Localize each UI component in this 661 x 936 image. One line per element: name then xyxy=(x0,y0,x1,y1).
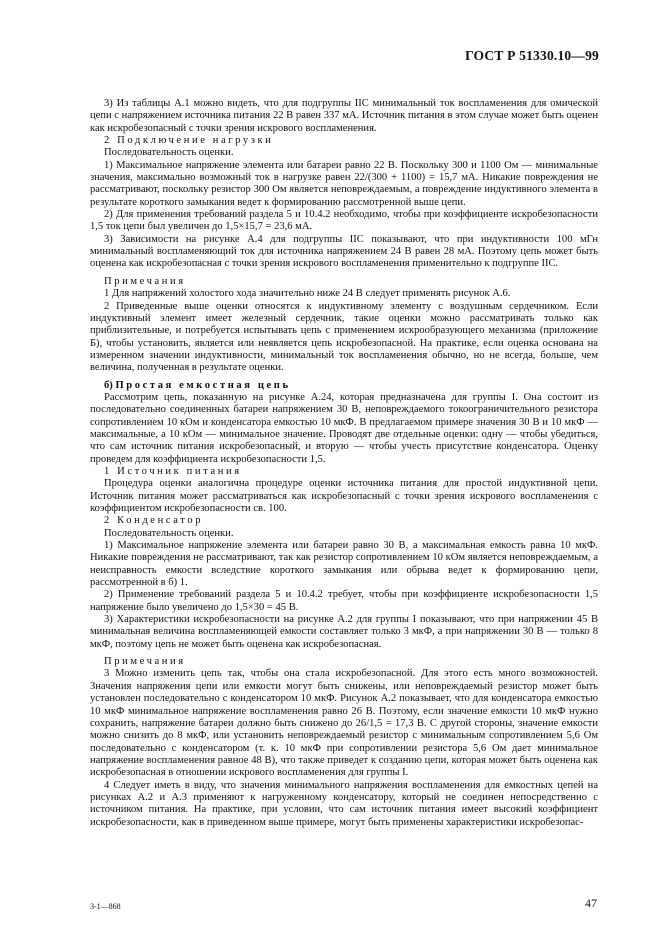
notes-heading: Примечания xyxy=(104,656,186,668)
paragraph: 1) Максимальное напряжение элемента или батареи равно 22 В. Поскольку 300 и 1100 Ом — минимальные значения, максимально возможный ток в нагрузке равен 22/(300 + 1100) = 15,7 мА. Никакие повреждения не рассматривают, поскольку резистор 300 Ом является неповреждаемым, а повреждение индуктивного элемента в результате короткого замыкания ведет к формированию рассмотренной выше цепи. xyxy=(90,159,598,208)
subsection-heading: 2 Конденсатор xyxy=(104,515,204,527)
section-heading xyxy=(90,380,598,392)
paragraph: Процедура оценки аналогична процедуре оценки источника питания для простой индуктивной цепи. Источник питания может рассматриваться как искробезопасный с точки зрения искрового воспламенения с коэффициентом искробезопасности св. 100. xyxy=(90,478,598,514)
paragraph: Рассмотрим цепь, показанную на рисунке А.24, которая предназначена для группы I. Она состоит из последовательно соединенных батареи напряжением 30 В, неповреждаемого токоограничительного резистора сопротивлением 10 кОм и конденсатора емкостью 10 мкФ. В предлагаемом примере значения 30 В и 10 мкФ — максимальные, а 10 кОм — минимальное значение. Проводят две отдельные оценки: одну — чтобы убедиться, что сам источник питания искробезопасный, и вторую — чтобы учесть присутствие конденсатора. Оценку проведем для коэффициента искробезопасности 1,5. xyxy=(90,391,598,465)
paragraph: 2) Применение требований раздела 5 и 10.4.2 требует, чтобы при коэффициенте искробезопасности 1,5 напряжение было увеличено до 1,5×30 = 45 В. xyxy=(90,589,598,613)
print-code: 3-1—868 xyxy=(90,902,121,911)
paragraph: 1) Максимальное напряжение элемента или батареи равно 30 В, а максимальная емкость равна 10 мкФ. Никакие повреждения не рассматривают, так как резистор сопротивлением 10 кОм является неповреждаемым, а неисправность емкости вследствие короткого замыкания или обрыва ведет к формированию цепи, рассмотренной в б) 1. xyxy=(90,540,598,589)
paragraph: Последовательность оценки. xyxy=(104,527,234,539)
section-title: Простая емкостная цепь xyxy=(115,379,291,391)
note: 2 Приведенные выше оценки относятся к индуктивному элементу с воздушным сердечником. Если индуктивный элемент имеет железный сердечник, такие оценки можно рассматривать только как приблизительные, и потребуется испытывать цепь с применением искрообразующего механизма (приложение Б), чтобы установить, является или неявляется цепь искробезопасной. На практике, если оценка основана на измеренном значении индуктивности, минимальный ток воспламенения обычно, но не всегда, больше, чем величина, полученная в результате оценки. xyxy=(90,300,598,374)
section-number: б) xyxy=(104,379,113,391)
subsection-heading: 1 Источник питания xyxy=(104,465,242,477)
page-number: 47 xyxy=(585,896,597,910)
body-text xyxy=(90,98,598,829)
note: 3 Можно изменить цепь так, чтобы она стала искробезопасной. Для этого есть много возможностей. Значения напряжения цепи или емкости могут быть снижены, или неповреждаемый резистор может быть установлен последовательно с конденсатором 10 мкФ. Рисунок А.2 показывает, что для конденсатора емкостью 10 мкФ минимальное напряжение воспламенения равно 26 В. Поэтому, если значение емкости 10 мкФ нужно сохранить, напряжение батареи должно быть снижено до 26/1,5 = 17,3 В. С другой стороны, значение емкости можно снизить до 8 мкФ, или установить неповреждаемый резистор с минимальным сопротивлением 5,6 Ом последовательно с конденсатором (т. к. 10 мкФ при сопротивлении резистора 5,6 Ом дает минимальное напряжение воспламенения равное 48 В), что также приведет к созданию цепи, которая может быть оценена как искробезопасная в отношении искрового воспламенения для группы I. xyxy=(90,668,598,779)
paragraph: 2) Для применения требований раздела 5 и 10.4.2 необходимо, чтобы при коэффициенте искробезопасности 1,5 ток цепи был увеличен до 1,5×15,7 = 23,6 мА. xyxy=(90,209,598,233)
paragraph: 3) Из таблицы А.1 можно видеть, что для подгруппы IIС минимальный ток воспламенения для омической цепи с напряжением источника питания 22 В равен 337 мА. Источник питания в этом случае может быть оценен как искробезопасный с точки зрения искрового воспламенения. xyxy=(90,98,598,134)
paragraph: 3) Характеристики искробезопасности на рисунке А.2 для группы I показывают, что при напряжении 45 В минимальная величина воспламеняющей емкости составляет только 3 мкФ, а при напряжении 30 В — только 8 мкФ, поэтому цепь не может быть оценена как искробезопасная. xyxy=(90,614,598,650)
subsection-heading: 2 Подключение нагрузки xyxy=(104,135,274,147)
notes-heading: Примечания xyxy=(104,275,186,287)
paragraph: Последовательность оценки. xyxy=(104,147,234,159)
note: 1 Для напряжений холостого хода значительно ниже 24 В следует применять рисунок А.6. xyxy=(104,288,511,300)
note: 4 Следует иметь в виду, что значения минимального напряжения воспламенения для емкостных цепей на рисунках А.2 и А.3 применяют к нагруженному конденсатору, который не соединен непосредственно с источником питания. На практике, при условии, что сам источник питания имеет высокий коэффициент искробезопасности, как в приведенном выше примере, могут быть применены характеристики искробезопас- xyxy=(90,779,598,828)
paragraph: 3) Зависимости на рисунке А.4 для подгруппы IIС показывают, что при индуктивности 100 мГн минимальный воспламеняющий ток для источника напряжением 24 В равен 28 мА. Поэтому цепь может быть оценена как искробезопасная с точки зрения искрового воспламенения применительно к подгруппе IIС. xyxy=(90,233,598,270)
document-code: ГОСТ Р 51330.10—99 xyxy=(465,48,599,63)
